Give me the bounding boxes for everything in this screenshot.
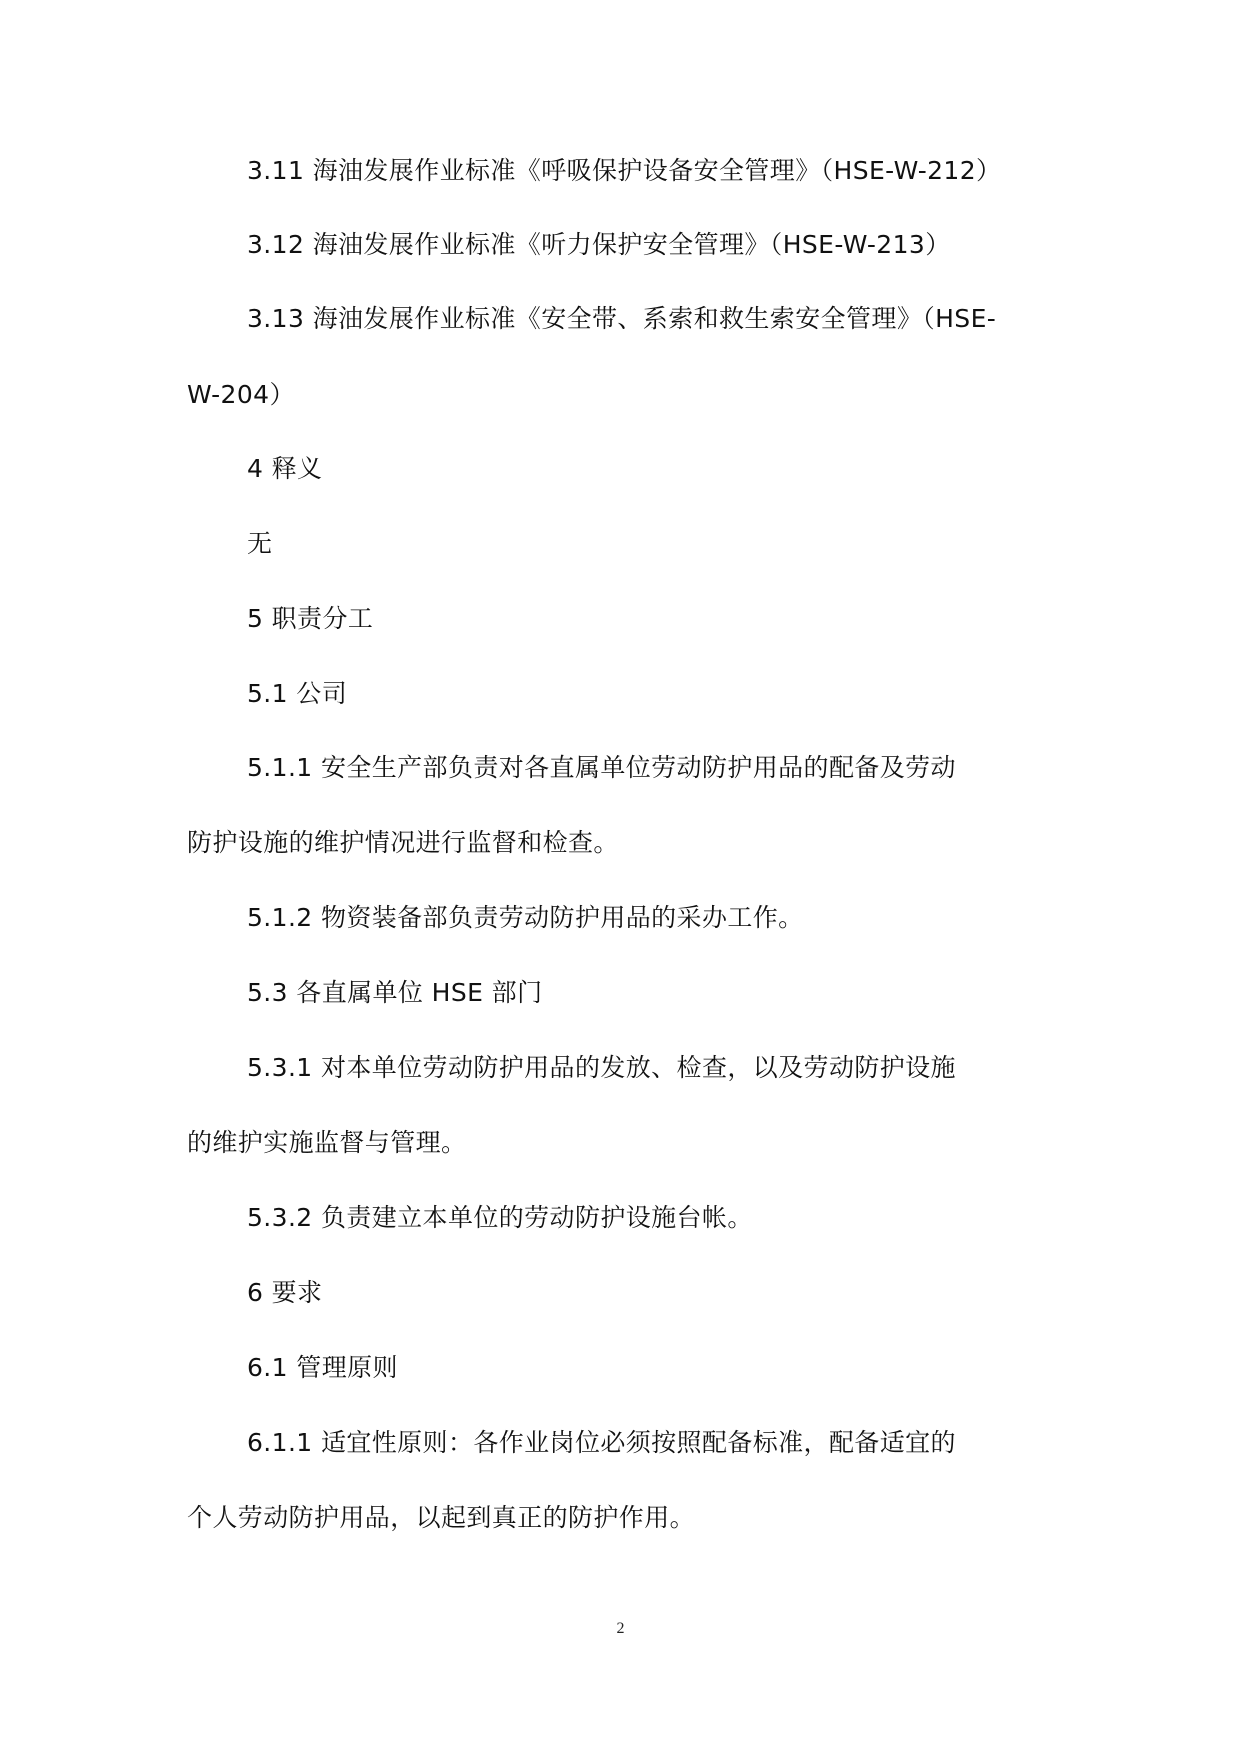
ref-3-12: 3.12 海油发展作业标准《听力保护安全管理》（HSE-W-213） <box>247 230 951 259</box>
para-5-3-1-continued: 的维护实施监督与管理。 <box>187 1128 467 1157</box>
heading-4-definitions: 4 释义 <box>247 454 323 483</box>
heading-5-3-hse-department: 5.3 各直属单位 HSE 部门 <box>247 978 543 1007</box>
para-5-1-2: 5.1.2 物资装备部负责劳动防护用品的采办工作。 <box>247 903 804 932</box>
para-5-3-1: 5.3.1 对本单位劳动防护用品的发放、检查，以及劳动防护设施 <box>247 1053 956 1082</box>
heading-6-requirements: 6 要求 <box>247 1278 323 1307</box>
ref-3-11: 3.11 海油发展作业标准《呼吸保护设备安全管理》（HSE-W-212） <box>247 156 1002 185</box>
para-5-1-1-continued: 防护设施的维护情况进行监督和检查。 <box>187 828 619 857</box>
para-6-1-1: 6.1.1 适宜性原则：各作业岗位必须按照配备标准，配备适宜的 <box>247 1428 956 1457</box>
heading-6-1-principles: 6.1 管理原则 <box>247 1353 398 1382</box>
page-number: 2 <box>616 1620 625 1637</box>
para-5-3-2: 5.3.2 负责建立本单位的劳动防护设施台帐。 <box>247 1203 753 1232</box>
ref-3-13: 3.13 海油发展作业标准《安全带、系索和救生索安全管理》（HSE- <box>247 304 997 333</box>
para-5-1-1: 5.1.1 安全生产部负责对各直属单位劳动防护用品的配备及劳动 <box>247 753 956 782</box>
definitions-none: 无 <box>247 529 273 558</box>
ref-3-13-continued: W-204） <box>187 380 295 409</box>
heading-5-responsibilities: 5 职责分工 <box>247 604 374 633</box>
para-6-1-1-continued: 个人劳动防护用品，以起到真正的防护作用。 <box>187 1503 696 1532</box>
heading-5-1-company: 5.1 公司 <box>247 679 348 708</box>
